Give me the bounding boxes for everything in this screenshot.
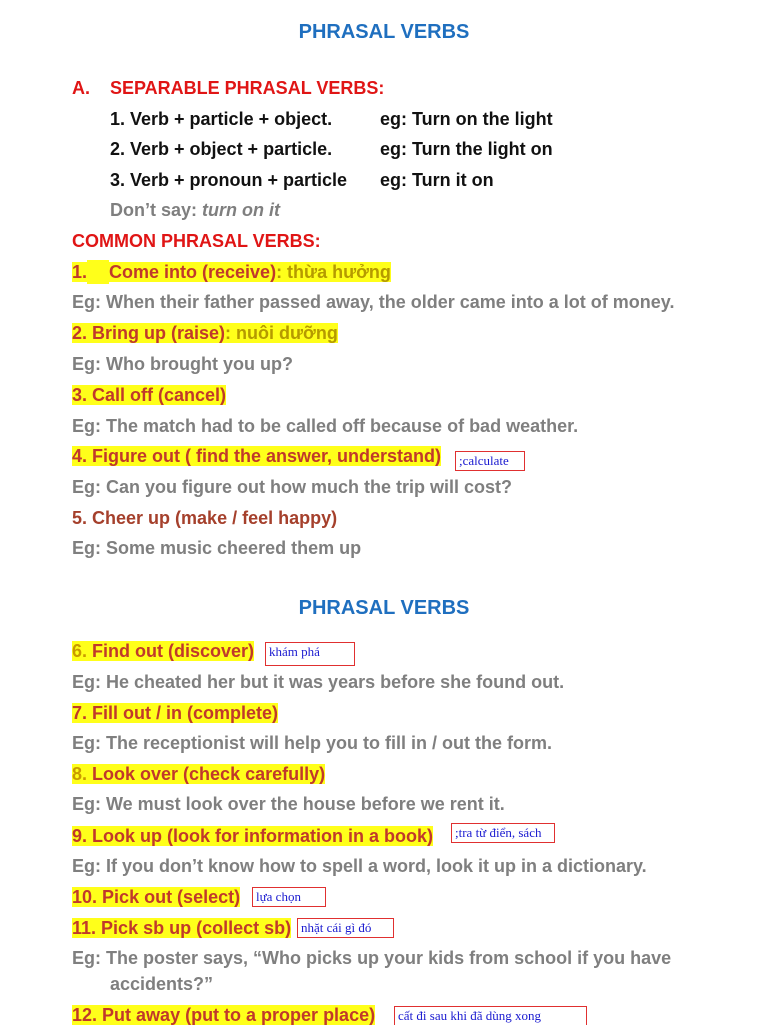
entry-5 (72, 506, 337, 530)
entry-number: 12. (72, 1005, 98, 1025)
annotation-note: ;tra từ điển, sách (451, 823, 555, 843)
rule-example: eg: Turn it on (380, 170, 494, 190)
page-title: PHRASAL VERBS (298, 21, 470, 43)
entry-9 (72, 824, 433, 848)
entry-number: 4. (72, 446, 88, 466)
entry-example: Eg: If you don’t know how to spell a word, look it up in a dictionary. (72, 856, 647, 876)
entry-10 (72, 885, 240, 909)
section-title: PHRASAL VERBS (298, 597, 470, 619)
rule-example: eg: Turn the light on (380, 139, 553, 159)
entry-verb: Cheer up (make / feel happy) (92, 508, 338, 528)
entry-7 (72, 701, 278, 725)
entry-4 (72, 444, 441, 468)
annotation-note: khám phá (265, 642, 355, 666)
common-heading: COMMON PHRASAL VERBS: (72, 231, 321, 251)
rule-text: 2. Verb + object + particle. (110, 139, 333, 159)
entry-verb: Look over (check carefully) (92, 764, 326, 784)
entry-verb: Fill out / in (complete) (92, 703, 279, 723)
entry-verb: Figure out ( find the answer, understand) (92, 446, 442, 466)
entry-example: Eg: He cheated her but it was years before she found out. (72, 672, 565, 692)
entry-example: Eg: The poster says, “Who picks up your kids from school if you have (72, 948, 672, 968)
dont-say-label: Don’t say: (110, 200, 203, 220)
annotation-note: nhặt cái gì đó (297, 918, 394, 938)
entry-number: 6. (72, 641, 88, 661)
entry-12 (72, 1003, 375, 1027)
entry-example: Eg: When their father passed away, the older came into a lot of money. (72, 292, 675, 312)
dont-say-value: turn on it (202, 200, 280, 220)
entry-number: 3. (72, 385, 88, 405)
entry-example-cont: accidents?” (110, 974, 214, 994)
entry-8 (72, 762, 325, 786)
entry-6 (72, 639, 254, 663)
entry-verb: Look up (look for information in a book) (92, 826, 434, 846)
entry-verb: Put away (put to a proper place) (102, 1005, 376, 1025)
entry-number: 5. (72, 508, 88, 528)
entry-verb: Bring up (raise) (92, 323, 226, 343)
section-a-heading: SEPARABLE PHRASAL VERBS: (110, 78, 385, 98)
entry-1 (72, 260, 391, 284)
section-a-marker: A. (72, 78, 90, 98)
rule-example: eg: Turn on the light (380, 109, 553, 129)
entry-example: Eg: We must look over the house before we rent it. (72, 794, 505, 814)
annotation-note: ;calculate (455, 451, 525, 471)
entry-number: 2. (72, 323, 88, 343)
entry-verb: Pick out (select) (102, 887, 241, 907)
entry-meaning: : thừa hưởng (276, 262, 391, 282)
entry-number: 7. (72, 703, 88, 723)
entry-number: 1. (72, 262, 88, 282)
entry-example: Eg: Some music cheered them up (72, 538, 362, 558)
annotation-note: cất đi sau khi đã dùng xong (394, 1006, 587, 1025)
annotation-note: lựa chọn (252, 887, 326, 907)
entry-example: Eg: Who brought you up? (72, 354, 293, 374)
rule-text: 3. Verb + pronoun + particle (110, 170, 348, 190)
entry-11 (72, 916, 291, 940)
entry-example: Eg: The receptionist will help you to fill in / out the form. (72, 733, 553, 753)
entry-verb: Find out (discover) (92, 641, 255, 661)
rule-text: 1. Verb + particle + object. (110, 109, 333, 129)
entry-verb: Come into (receive) (109, 262, 277, 282)
entry-example: Eg: The match had to be called off because of bad weather. (72, 416, 579, 436)
entry-number: 10. (72, 887, 98, 907)
entry-meaning: : nuôi dưỡng (225, 323, 338, 343)
entry-2 (72, 321, 338, 345)
entry-number: 8. (72, 764, 88, 784)
entry-number: 11. (72, 918, 97, 938)
entry-number: 9. (72, 826, 88, 846)
entry-example: Eg: Can you figure out how much the trip will cost? (72, 477, 512, 497)
entry-3 (72, 383, 226, 407)
entry-verb: Pick sb up (collect sb) (101, 918, 292, 938)
dont-say-line (110, 198, 280, 222)
entry-verb: Call off (cancel) (92, 385, 227, 405)
